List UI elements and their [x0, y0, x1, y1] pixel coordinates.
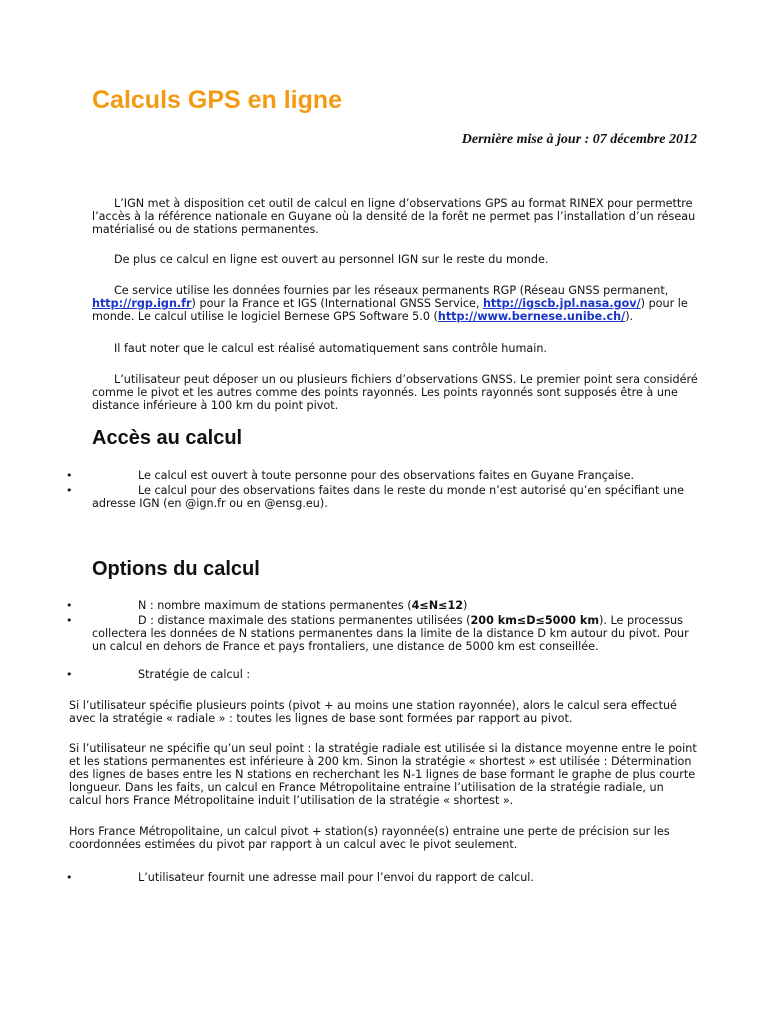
bernese-link[interactable]: http://www.bernese.unibe.ch/	[437, 310, 626, 323]
options-bullet-1-text-a: N : nombre maximum de stations permanentes (	[138, 599, 412, 612]
bullet-icon: •	[66, 614, 73, 627]
options-heading: Options du calcul	[92, 558, 260, 580]
bullet-icon: •	[66, 668, 73, 681]
options-bullet-1	[66, 599, 698, 612]
intro-paragraph-1	[92, 197, 698, 236]
intro-text-2: De plus ce calcul en ligne est ouvert au personnel IGN sur le reste du monde.	[114, 253, 549, 266]
access-bullet-1	[66, 469, 698, 482]
options-bullet-3	[66, 668, 698, 681]
options-bullet-3-text: Stratégie de calcul :	[138, 668, 251, 681]
options-bullet-2	[66, 614, 698, 653]
intro-text-3d: ).	[625, 310, 634, 323]
bullet-icon: •	[66, 484, 73, 497]
intro-text-3a: Ce service utilise les données fournies par les réseaux permanents RGP (Réseau GNSS permanent,	[114, 284, 669, 297]
options-paragraph-2: Si l’utilisateur ne spécifie qu’un seul point : la stratégie radiale est utilisée si la distance moyenne entre le point et les stations permanentes est inférieure à 200 km. Sinon la stratégie « shortest » est utilisée : Détermination des lignes de bases entre les N stations en recherchant les N-1 lignes de base formant le graphe de plus courte longueur. Dans les faits, un calcul en France Métropolitaine entraine l’utilisation de la stratégie radiale, un calcul hors France Métropolitaine induit l’utilisation de la stratégie « shortest ».	[69, 742, 697, 807]
intro-text-4: Il faut noter que le calcul est réalisé automatiquement sans contrôle humain.	[114, 342, 547, 355]
options-paragraph-1: Si l’utilisateur spécifie plusieurs points (pivot + au moins une station rayonnée), alors le calcul sera effectué avec la stratégie « radiale » : toutes les lignes de base sont formées par rapport au pivot.	[69, 699, 677, 725]
intro-paragraph-4	[92, 342, 698, 355]
intro-text-3c: ) pour le monde. Le calcul utilise le logiciel Bernese GPS Software 5.0 (	[92, 297, 688, 323]
intro-paragraph-3	[92, 284, 698, 323]
options-bullet-2-text-b: ). Le processus collectera les données de N stations permanentes dans la limite de la distance D km autour du pivot. Pour un calcul en dehors de France et pays frontaliers, une distance de 5000 km est conseillée.	[92, 614, 689, 653]
options-bullet-1-text-b: )	[463, 599, 468, 612]
access-bullet-2-text: Le calcul pour des observations faites dans le reste du monde n’est autorisé qu’en spécifiant une adresse IGN (en @ign.fr ou en @ensg.eu).	[92, 484, 684, 510]
intro-paragraph-2	[92, 253, 698, 266]
intro-text-3b: ) pour la France et IGS (International GNSS Service,	[191, 297, 483, 310]
access-heading: Accès au calcul	[92, 427, 243, 449]
options-bullet-2-bold: 200 km≤D≤5000 km	[470, 614, 600, 627]
intro-text-5: L’utilisateur peut déposer un ou plusieurs fichiers d’observations GNSS. Le premier point sera considéré comme le pivot et les autres comme des points rayonnés. Les points rayonnés sont supposés être à une distance inférieure à 100 km du point pivot.	[92, 373, 698, 412]
intro-text-1: L’IGN met à disposition cet outil de calcul en ligne d’observations GPS au format RINEX pour permettre l’accès à la référence nationale en Guyane où la densité de la forêt ne permet pas l’installation d’un réseau matérialisé ou de stations permanentes.	[92, 197, 696, 236]
bullet-icon: •	[66, 871, 73, 884]
access-bullet-2	[66, 484, 698, 510]
access-bullet-1-text: Le calcul est ouvert à toute personne pour des observations faites en Guyane Française.	[138, 469, 635, 482]
options-paragraph-3: Hors France Métropolitaine, un calcul pivot + station(s) rayonnée(s) entraine une perte de précision sur les coordonnées estimées du pivot par rapport à un calcul avec le pivot seulement.	[69, 825, 670, 851]
options-bullet-4	[66, 871, 698, 884]
rgp-link[interactable]: http://rgp.ign.fr	[92, 297, 192, 310]
options-bullet-1-bold: 4≤N≤12	[411, 599, 464, 612]
options-bullet-2-text-a: D : distance maximale des stations permanentes utilisées (	[138, 614, 471, 627]
intro-paragraph-5	[92, 373, 698, 412]
bullet-icon: •	[66, 469, 73, 482]
igs-link[interactable]: http://igscb.jpl.nasa.gov/	[482, 297, 641, 310]
bullet-icon: •	[66, 599, 73, 612]
page-title: Calculs GPS en ligne	[92, 86, 343, 114]
last-updated: Dernière mise à jour : 07 décembre 2012	[461, 132, 697, 147]
options-bullet-4-text: L’utilisateur fournit une adresse mail pour l’envoi du rapport de calcul.	[138, 871, 534, 884]
